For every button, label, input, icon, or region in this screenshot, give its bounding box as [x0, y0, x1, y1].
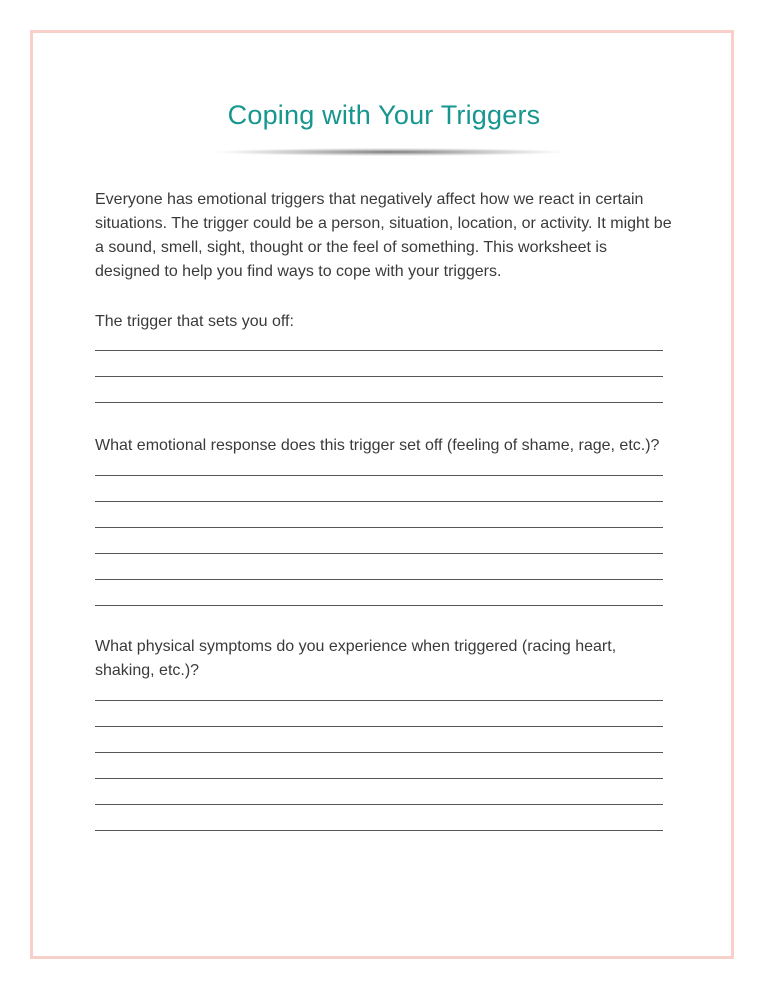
answer-lines-emotional-response[interactable]	[95, 450, 663, 606]
answer-line[interactable]	[95, 675, 663, 701]
answer-line[interactable]	[95, 701, 663, 727]
answer-lines-physical-symptoms[interactable]	[95, 675, 663, 831]
answer-line[interactable]	[95, 476, 663, 502]
answer-line[interactable]	[95, 727, 663, 753]
answer-line[interactable]	[95, 377, 663, 403]
answer-line[interactable]	[95, 450, 663, 476]
answer-line[interactable]	[95, 805, 663, 831]
title-divider	[214, 148, 566, 156]
answer-line[interactable]	[95, 528, 663, 554]
answer-line[interactable]	[95, 779, 663, 805]
question-trigger: The trigger that sets you off:	[95, 313, 294, 330]
answer-line[interactable]	[95, 351, 663, 377]
answer-lines-trigger[interactable]	[95, 325, 663, 403]
question-physical-symptoms: What physical symptoms do you experience when triggered (racing heart, shaking, etc.)?	[95, 638, 617, 679]
intro-paragraph: Everyone has emotional triggers that negatively affect how we react in certain situations. The trigger could be a person, situation, location, or activity. It might be a sound, smell, sight, thought or the feel of something. This worksheet is designed to help you find ways to cope with your triggers.	[95, 191, 672, 280]
answer-line[interactable]	[95, 502, 663, 528]
answer-line[interactable]	[95, 753, 663, 779]
question-emotional-response: What emotional response does this trigger set off (feeling of shame, rage, etc.)?	[95, 437, 660, 454]
answer-line[interactable]	[95, 580, 663, 606]
answer-line[interactable]	[95, 554, 663, 580]
worksheet-title: Coping with Your Triggers	[227, 100, 541, 130]
answer-line[interactable]	[95, 325, 663, 351]
